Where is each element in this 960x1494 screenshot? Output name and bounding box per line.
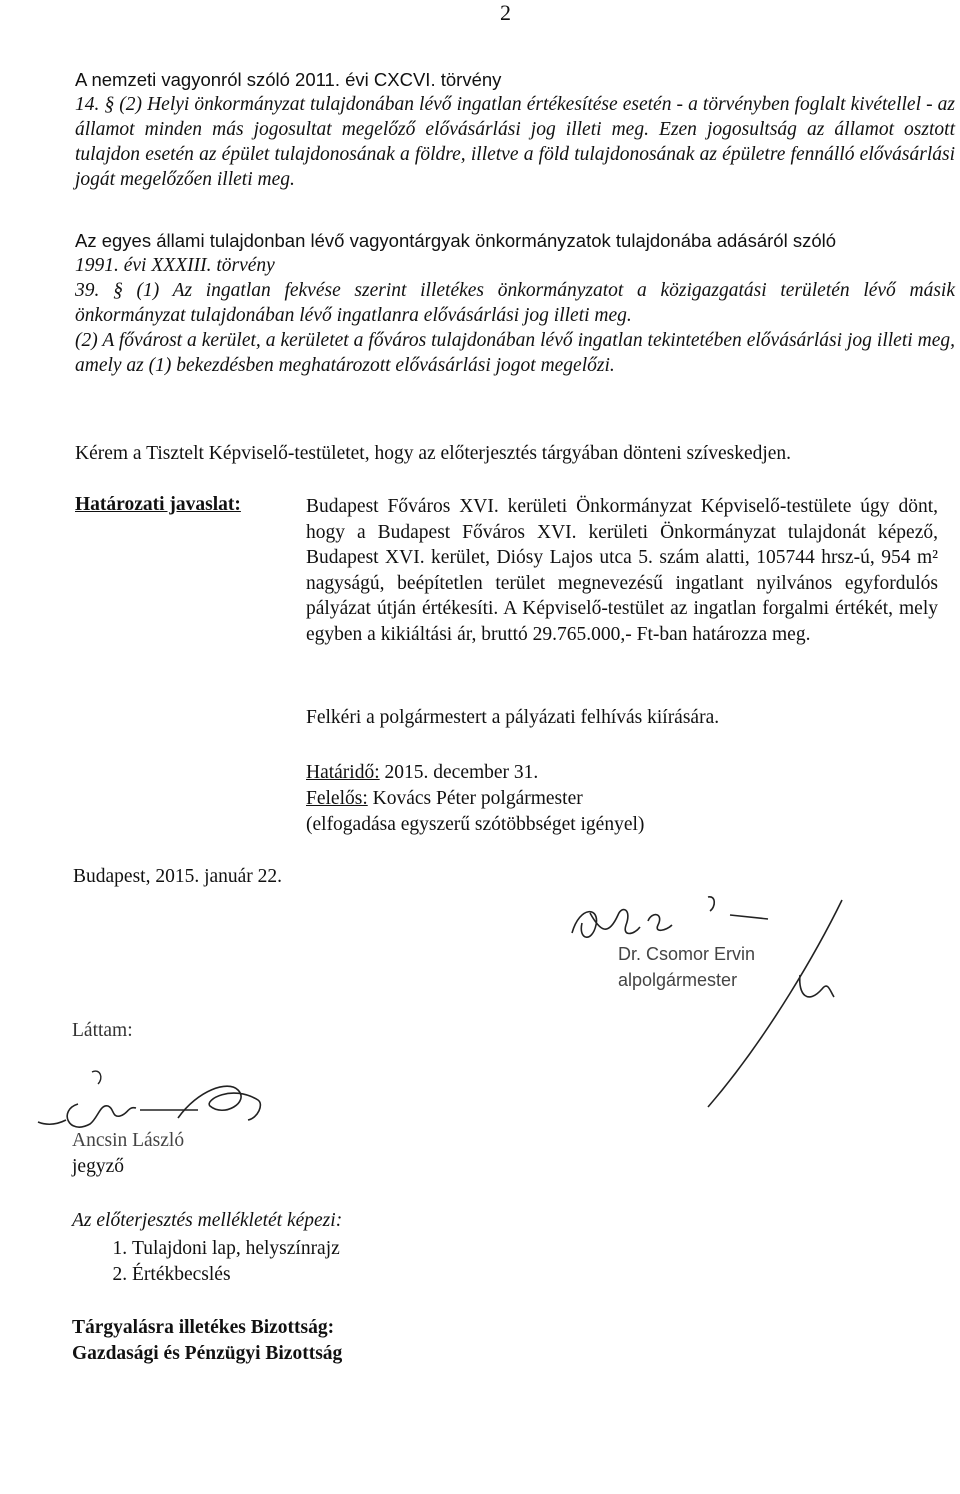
law2-section	[75, 228, 955, 378]
responsible-line	[306, 788, 583, 810]
attachment-item: 2. Értékbecslés	[132, 1262, 340, 1288]
responsible-label: Felelős:	[306, 788, 368, 809]
law2-title: Az egyes állami tulajdonban lévő vagyontárgyak önkormányzatok tulajdonába adásáról szóló	[75, 230, 837, 251]
committee-label: Tárgyalásra illetékes Bizottság:	[72, 1317, 335, 1338]
signer-name: Dr. Csomor Ervin	[618, 944, 756, 964]
responsible-value: Kovács Péter polgármester	[367, 788, 583, 809]
law1-text: 14. § (2) Helyi önkormányzat tulajdonában lévő ingatlan értékesítése esetén - a törvényben foglalt kivétellel - az államot minden más jogosultat megelőző elővásárlási jog illeti meg. Ezen jogosultság az államot osztott tulajdon esetén az épület tulajdonosának a földre, illetve a föld tulajdonosának az épületre fennálló elővásárlási jogát megelőzően illeti meg.	[75, 94, 955, 190]
law1-section	[75, 67, 955, 192]
attachments-list	[72, 1236, 340, 1288]
seen-title: jegyző	[72, 1156, 124, 1177]
date-place: Budapest, 2015. január 22.	[73, 866, 283, 887]
signer-title: alpolgármester	[618, 970, 738, 990]
law1-title: A nemzeti vagyonról szóló 2011. évi CXCVI. törvény	[75, 69, 502, 90]
committee	[72, 1315, 342, 1367]
attachments-heading: Az előterjesztés mellékletét képezi:	[72, 1210, 343, 1231]
seen-name: Ancsin László	[72, 1130, 185, 1151]
signature-csomor	[560, 885, 860, 1115]
deadline-value: 2015. december 31.	[379, 762, 539, 783]
committee-name: Gazdasági és Pénzügyi Bizottság	[72, 1343, 343, 1364]
resolution-request-mayor: Felkéri a polgármestert a pályázati felhívás kiírására.	[306, 707, 720, 728]
law2-para2: (2) A fővárost a kerület, a kerületet a főváros tulajdonában lévő ingatlan tekintetében elővásárlási jog illeti meg, amely az (1) bekezdésben meghatározott elővásárlási jogot megelőzi.	[75, 330, 955, 376]
page-number: 2	[500, 0, 511, 25]
request-text: Kérem a Tisztelt Képviselő-testületet, hogy az előterjesztés tárgyában dönteni szíveskedjen.	[75, 443, 792, 464]
seen-label: Láttam:	[72, 1020, 133, 1041]
deadline-line	[306, 762, 538, 784]
law2-title-cont: 1991. évi XXXIII. törvény	[75, 255, 275, 276]
law2-para1: 39. § (1) Az ingatlan fekvése szerint illetékes önkormányzatot a közigazgatási területén lévő másik önkormányzat tulajdonában lévő ingatlanra elővásárlási jog illeti meg.	[75, 280, 955, 326]
resolution-label: Határozati javaslat:	[75, 494, 241, 515]
attachment-item: 1. Tulajdoni lap, helyszínrajz	[132, 1236, 340, 1262]
resolution-text: Budapest Főváros XVI. kerületi Önkormányzat Képviselő-testülete úgy dönt, hogy a Budapest Főváros XVI. kerületi Önkormányzat tulajdonát képező, Budapest XVI. kerület, Diósy Lajos utca 5. szám alatti, 105744 hrsz-ú, 954 m² nagyságú, beépítetlen terület megnevezésű ingatlant nyilvános egyfordulós pályázat útján értékesíti. A Képviselő-testület az ingatlan forgalmi értékét, mely egyben a kikiáltási ár, bruttó 29.765.000,- Ft-ban határozza meg.	[306, 496, 938, 645]
signature-ancsin	[28, 1060, 278, 1140]
deadline-label: Határidő:	[306, 762, 380, 783]
majority-note: (elfogadása egyszerű szótöbbséget igényel)	[306, 814, 645, 835]
